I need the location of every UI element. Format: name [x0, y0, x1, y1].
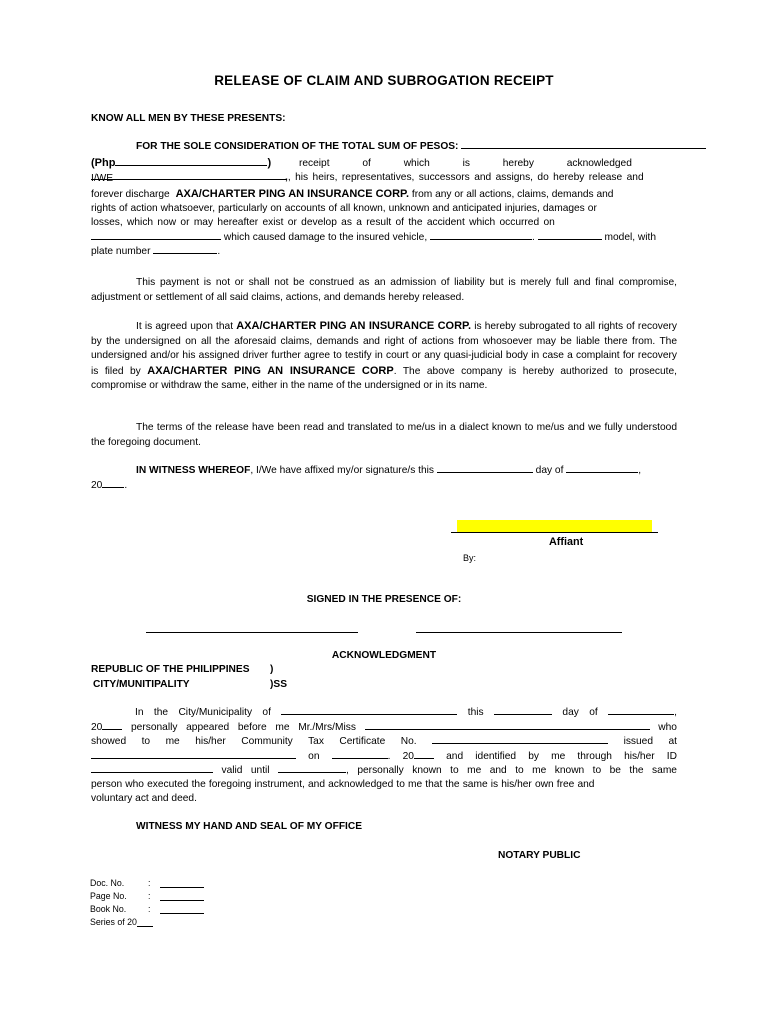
losses-line: losses, which now or may hereafter exist or develop as a result of the accident which occurred on: [91, 217, 555, 228]
witness-hand-heading: WITNESS MY HAND AND SEAL OF MY OFFICE: [136, 821, 363, 832]
sole-consideration-lead: FOR THE SOLE CONSIDERATION OF THE TOTAL SUM OF PESOS:: [136, 140, 706, 155]
company-name: AXA/CHARTER PING AN INSURANCE CORP.: [175, 188, 410, 200]
id-validity-blank[interactable]: [278, 772, 346, 773]
page-no-row: Page No. :: [90, 890, 204, 903]
page-no-blank[interactable]: [160, 890, 204, 901]
company-name: AXA/CHARTER PING AN INSURANCE CORP.: [236, 320, 472, 332]
plate-number-blank[interactable]: [153, 253, 217, 254]
ack-line-5: valid until , personally known to me and to me known to be the same: [91, 764, 677, 779]
payment-paragraph: This payment is not or shall not be construed as an admission of liability but is merely full and final compromise, adjustment or settlement of all said claims, actions, and demands hereby released.: [91, 277, 677, 303]
doc-no-blank[interactable]: [160, 877, 204, 888]
accident-date-blank[interactable]: [91, 239, 221, 240]
model-blank[interactable]: [538, 239, 602, 240]
ack-city-blank[interactable]: [281, 714, 457, 715]
city-label: CITY/MUNITIPALITY: [93, 679, 190, 690]
witness-line: IN WITNESS WHEREOF, I/We have affixed my/or signature/s this day of ,: [136, 465, 642, 476]
document-title: RELEASE OF CLAIM AND SUBROGATION RECEIPT: [214, 73, 554, 88]
ack-year-blank[interactable]: [102, 729, 122, 730]
php-amount-blank[interactable]: [115, 165, 267, 166]
ack-line-1: In the City/Municipality of this day of ,: [135, 707, 677, 718]
witness-month-blank[interactable]: [566, 472, 638, 473]
ack-line-3: showed to me his/her Community Tax Certificate No. issued at: [91, 736, 677, 747]
ack-line-7: voluntary act and deed.: [91, 793, 197, 804]
republic-label: REPUBLIC OF THE PHILIPPINES: [91, 664, 250, 675]
heirs-line: ,, his heirs, representatives, successors and assigns, do hereby release and: [91, 171, 677, 186]
witness-year-blank[interactable]: [102, 487, 124, 488]
ack-line-6: person who executed the foregoing instrument, and acknowledged to me that the same is his/her own free and: [91, 779, 595, 790]
doc-no-row: Doc. No. :: [90, 877, 204, 890]
ack-line-4: on . 20 and identified by me through his/her ID: [91, 750, 677, 765]
company-name-short: AXA/CHARTER PING AN INSURANCE CORP: [147, 364, 394, 377]
ack-day-blank[interactable]: [494, 714, 552, 715]
ctc-number-blank[interactable]: [432, 743, 608, 744]
book-no-row: Book No. :: [90, 903, 204, 916]
damage-line: which caused damage to the insured vehicle, . model, with: [91, 231, 677, 246]
php-line: (Php ) receipt of which is hereby acknowledged I/WE: [91, 157, 632, 184]
witness-day-blank[interactable]: [437, 472, 533, 473]
sum-blank[interactable]: [461, 148, 706, 149]
city-ss: )SS: [270, 679, 287, 690]
salutation: KNOW ALL MEN BY THESE PRESENTS:: [91, 113, 286, 124]
republic-paren: ): [270, 664, 274, 675]
subrogation-paragraph: It is agreed upon that AXA/CHARTER PING AN INSURANCE CORP. is hereby subrogated to all rights of recovery by the undersigned on all the aforesaid claims, demands and right of actions from whosoever may be liable there from. The undersigned and/or his assigned driver further agree to testify in court or any quasi-judicial body in case a complaint for recovery is filed by AXA/CHARTER PING AN INSURANCE CORP. The above company is hereby authorized to prosecute, compromise or withdraw the same, either in the name of the undersigned or in its name.: [91, 320, 677, 391]
notary-public-label: NOTARY PUBLIC: [498, 850, 581, 861]
acknowledgment-heading: ACKNOWLEDGMENT: [331, 650, 437, 661]
appearer-name-blank[interactable]: [365, 729, 650, 730]
series-row: Series of 20: [90, 916, 204, 929]
vehicle-blank[interactable]: [430, 239, 532, 240]
doc-meta: [90, 877, 204, 929]
plate-line: plate number .: [91, 246, 221, 257]
witness-signature-line-1[interactable]: [146, 631, 358, 633]
ack-line-2: 20 personally appeared before me Mr./Mrs/Miss who: [91, 722, 677, 733]
signed-presence-heading: SIGNED IN THE PRESENCE OF:: [306, 594, 462, 605]
id-number-blank[interactable]: [91, 772, 213, 773]
ctc-place-blank[interactable]: [91, 758, 296, 759]
ctc-date-blank[interactable]: [332, 758, 388, 759]
affiant-signature-line[interactable]: [451, 520, 658, 533]
terms-paragraph: The terms of the release have been read and translated to me/us in a dialect known to me/us and we fully understood the foregoing document.: [91, 422, 677, 448]
ctc-year-blank[interactable]: [414, 758, 434, 759]
series-year-blank[interactable]: [137, 916, 153, 927]
discharge-line: forever discharge AXA/CHARTER PING AN INSURANCE CORP. from any or all actions, claims, demands and: [91, 188, 614, 200]
affiant-label: Affiant: [549, 536, 584, 548]
ack-month-blank[interactable]: [608, 714, 674, 715]
rights-line: rights of action whatsoever, particularly on accounts of all known, unknown and anticipated injuries, damages or: [91, 203, 597, 214]
releasor-name-blank[interactable]: [91, 179, 286, 180]
witness-signature-line-2[interactable]: [416, 631, 622, 633]
by-label: By:: [463, 553, 477, 563]
witness-year-line: 20 .: [91, 480, 128, 491]
book-no-blank[interactable]: [160, 903, 204, 914]
